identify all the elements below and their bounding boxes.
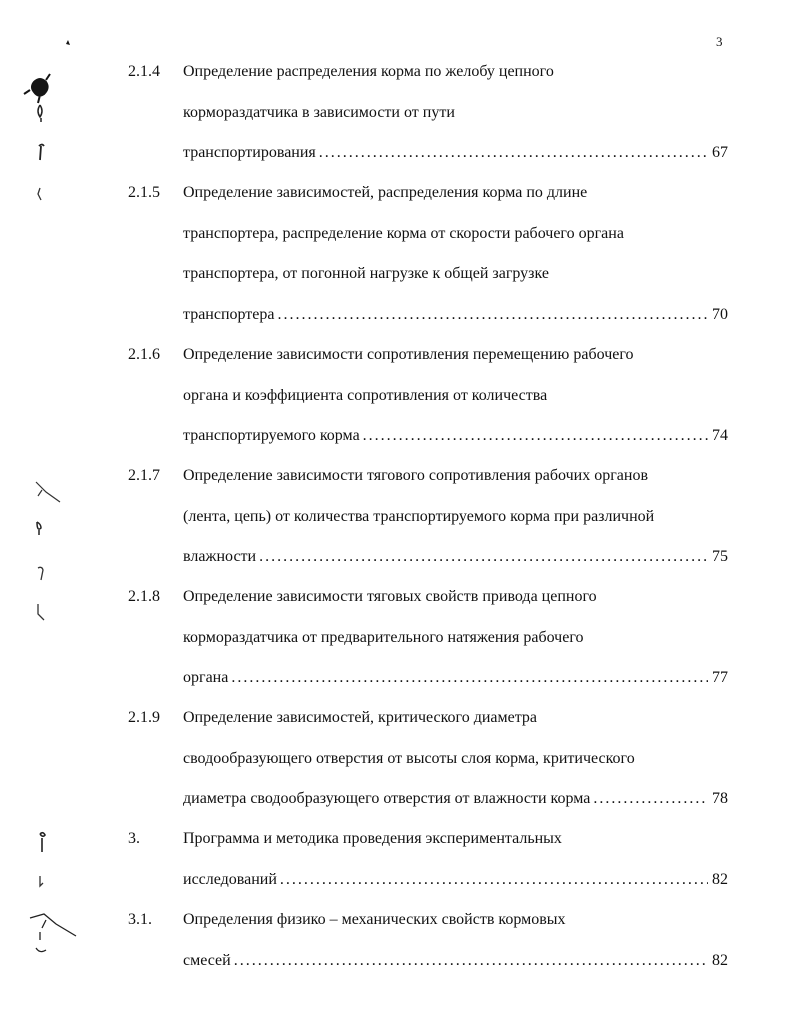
- toc-entry-last-line: [183, 658, 728, 699]
- toc-entry-line: транспортера, распределение корма от скорости рабочего органа: [183, 224, 624, 242]
- hole-mark: [38, 604, 44, 620]
- toc-entry-page: 78: [712, 790, 728, 807]
- toc-entry-last-line: [183, 416, 728, 457]
- toc-entry-page: 77: [712, 669, 728, 686]
- scratch-mark: [30, 914, 76, 952]
- scan-artifacts: [0, 0, 90, 1034]
- toc-entry-line: транспортируемого корма . . .: [183, 416, 708, 457]
- toc-entry-number: 2.1.4: [128, 63, 160, 80]
- toc-entry-page: 82: [712, 870, 728, 888]
- toc-entry-number: 2.1.5: [128, 184, 160, 201]
- toc-entry-last-line: [183, 779, 728, 820]
- page-number: 3: [716, 34, 723, 49]
- toc-entry-line: исследований . . .: [183, 860, 708, 901]
- toc-entry-last-line: [183, 537, 728, 578]
- toc-entry-last-line: [183, 133, 728, 174]
- toc-entry-line: кормораздатчика в зависимости от пути: [183, 103, 455, 121]
- toc-entry-line: Определение зависимости тягового сопротивления рабочих органов: [183, 467, 648, 484]
- scratch-mark: [36, 482, 60, 502]
- toc-entry-line: Определение зависимости сопротивления перемещению рабочего: [183, 346, 634, 363]
- toc-entry-number: 3.1.: [128, 911, 152, 928]
- toc-entry-line: органа . . .: [183, 658, 708, 699]
- hole-mark: [38, 188, 41, 200]
- toc-entry-line: Определение зависимости тяговых свойств привода цепного: [183, 588, 597, 605]
- hole-mark: [38, 105, 42, 122]
- toc-entry-page: 74: [712, 427, 728, 444]
- toc-entry-number: 2.1.9: [128, 709, 160, 726]
- toc-entry-line: (лента, цепь) от количества транспортируемого корма при различной: [183, 507, 655, 525]
- toc-entry-line: диаметра сводообразующего отверстия от влажности корма . . .: [183, 779, 708, 820]
- toc-entry-line: Определения физико – механических свойств кормовых: [183, 911, 566, 928]
- toc-entry-line: Определение зависимостей, распределения корма по длине: [183, 184, 588, 201]
- toc-entry-line: транспортера, от погонной нагрузке к общей загрузке: [183, 265, 549, 282]
- hole-mark: [40, 876, 43, 886]
- toc-entry-number: 2.1.6: [128, 346, 160, 363]
- toc-entry-line: транспортера . . .: [183, 295, 708, 336]
- toc-entry-page: 82: [712, 951, 728, 969]
- toc-entry-line: Определение зависимостей, критического диаметра: [183, 709, 538, 726]
- toc-entry-page: 75: [712, 548, 728, 565]
- toc-entry-line: Определение распределения корма по желобу цепного: [183, 63, 554, 80]
- toc-entry-line: влажности . . .: [183, 537, 708, 578]
- toc-entry-line: кормораздатчика от предварительного натяжения рабочего: [183, 628, 584, 646]
- hole-mark: [38, 567, 43, 580]
- toc-entry-number: 2.1.7: [128, 467, 160, 484]
- ink-blot-mark: [24, 74, 50, 103]
- ink-speck-mark: [66, 40, 70, 45]
- toc-entry-last-line: [183, 941, 728, 982]
- toc-entry-page: 67: [712, 144, 728, 161]
- hole-mark: [39, 145, 44, 161]
- toc-entry-line: Программа и методика проведения экспериментальных: [183, 830, 562, 847]
- toc-entry-line: смесей . . .: [183, 941, 708, 982]
- hole-mark: [40, 833, 45, 852]
- toc-entry-last-line: [183, 295, 728, 336]
- toc-entry-line: транспортирования . . .: [183, 133, 708, 174]
- toc-entry-number: 3.: [128, 830, 140, 847]
- toc-entry-line: органа и коэффициента сопротивления от количества: [183, 386, 548, 404]
- toc-entry-line: сводообразующего отверстия от высоты слоя корма, критического: [183, 749, 635, 767]
- toc-entry-last-line: [183, 860, 728, 901]
- hole-mark: [37, 522, 41, 535]
- toc-entry-number: 2.1.8: [128, 588, 160, 605]
- toc-entry-page: 70: [712, 305, 728, 323]
